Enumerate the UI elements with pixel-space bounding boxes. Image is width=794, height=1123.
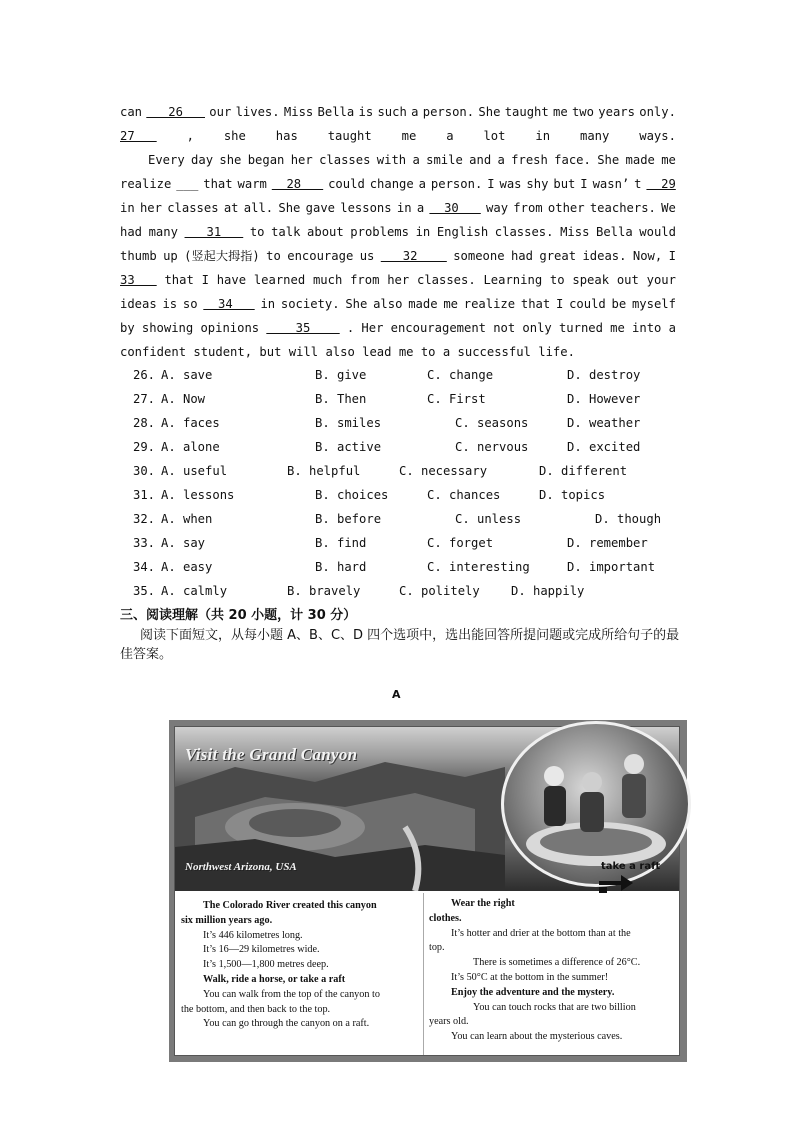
option-c: C. change (427, 368, 494, 382)
option-b: B. choices (315, 488, 389, 502)
option-d: D. excited (567, 440, 641, 454)
option-c: C. chances (427, 488, 501, 502)
section-instruction: 阅读下面短文，从每小题 A、B、C、D 四个选项中，选出能回答所提问题或完成所给句子的最佳答案。 (120, 628, 680, 662)
option-b: B. hard (315, 560, 367, 574)
passage-word: day (191, 153, 214, 167)
passage-word: that (520, 297, 551, 311)
passage-word: ideas. (582, 249, 627, 263)
passage-word: your (646, 273, 676, 287)
passage-word: me (661, 153, 676, 167)
passage-word: me (553, 105, 568, 119)
passage-word: . (346, 321, 355, 335)
passage-word: learned (253, 273, 306, 287)
option-b: B. give (315, 368, 367, 382)
passage-line (120, 100, 676, 124)
passage-word: She (278, 201, 301, 215)
passage-word: classes. (494, 225, 554, 239)
passage-word: ideas (120, 297, 157, 311)
ad-text-line: You can walk from the top of the canyon to (203, 988, 380, 1000)
option-d: D. weather (567, 416, 641, 430)
passage-word: Bella (317, 105, 355, 119)
passage-word: She (597, 153, 620, 167)
answer-blank: 26 (146, 105, 205, 119)
passage-word: I (487, 177, 495, 191)
answer-blank: 31 (184, 225, 244, 239)
passage-word: could (328, 177, 365, 191)
ad-text-line: It’s 16—29 kilometres wide. (203, 944, 320, 956)
passage-word: a (411, 105, 419, 119)
option-c: C. First (427, 392, 486, 406)
passage-word: I (555, 297, 564, 311)
question-number: 30. (133, 464, 156, 478)
ad-text-line: top. (429, 942, 445, 954)
passage-word: in (260, 297, 276, 311)
passage-word: I (668, 249, 676, 263)
passage-word: to (266, 249, 281, 263)
passage-word: , (186, 129, 194, 143)
option-d: D. though (595, 512, 662, 526)
option-b: B. find (315, 536, 367, 550)
passage-word: turned (558, 321, 603, 335)
passage-word: have (216, 273, 247, 287)
passage-word: smile (426, 153, 463, 167)
passage-word: up (163, 249, 178, 263)
passage-word: that (164, 273, 194, 287)
passage-word: she (223, 129, 246, 143)
ad-text-line: Wear the right (451, 898, 515, 909)
passage-word: Bella (596, 225, 633, 239)
passage-word: taught (327, 129, 372, 143)
passage-word: Her (361, 321, 384, 335)
passage-word: encourage (287, 249, 354, 263)
option-c: C. nervous (455, 440, 529, 454)
question-number: 31. (133, 488, 156, 502)
ad-text-line: years old. (429, 1016, 469, 1028)
passage-word: from (513, 201, 543, 215)
ad-text-line: six million years ago. (181, 914, 273, 926)
passage-word: myself (631, 297, 676, 311)
option-d: D. important (567, 560, 656, 574)
answer-blank: 27 (120, 129, 157, 143)
question-number: 33. (133, 536, 156, 550)
passage-word: would (639, 225, 676, 239)
passage-word: with (376, 153, 407, 167)
section-heading: 三、阅读理解（共 20 小题，计 30 分） (120, 608, 357, 623)
option-a: A. when (161, 512, 213, 526)
passage-word: such (377, 105, 407, 119)
passage-word: a (418, 177, 426, 191)
ad-text-line: Enjoy the adventure and the mystery. (451, 986, 615, 998)
passage-word: had (120, 225, 143, 239)
ad-text-line: There is sometimes a difference of 26°C. (473, 957, 641, 969)
passage-line (120, 268, 676, 292)
passage-word: She (478, 105, 501, 119)
passage-word: many (148, 225, 178, 239)
answer-blank: 29 (646, 177, 676, 191)
ad-text-line: You can touch rocks that are two billion (473, 1001, 636, 1013)
ad-text-line: Walk, ride a horse, or take a raft (203, 973, 346, 985)
passage-word: her (290, 153, 313, 167)
passage-word: she (219, 153, 242, 167)
passage-word: I (201, 273, 209, 287)
passage-word: thumb (120, 249, 157, 263)
raft-label: take a raft (601, 861, 661, 872)
passage-word: began (247, 153, 285, 167)
passage-word: great (539, 249, 577, 263)
passage-word: classes. (416, 273, 476, 287)
option-c: C. seasons (455, 416, 529, 430)
ad-inner-frame (174, 726, 680, 1056)
answer-blank: 35 (266, 321, 340, 335)
passage-word: me (610, 321, 625, 335)
passage-word: made (408, 297, 438, 311)
passage-word: a (668, 321, 676, 335)
passage-word: is (162, 297, 178, 311)
passage-word: a (446, 129, 454, 143)
passage-word: is (358, 105, 374, 119)
question-number: 28. (133, 416, 156, 430)
option-b: B. Then (315, 392, 367, 406)
passage-word: lives. (235, 105, 280, 119)
column-divider (423, 893, 424, 1055)
passage-word: opinions (200, 321, 260, 335)
passage-word: fresh (511, 153, 548, 167)
answer-blank: 32 (380, 249, 447, 263)
option-d: D. different (539, 464, 628, 478)
passage-text: realize (120, 177, 172, 191)
passage-word: me (401, 129, 417, 143)
option-d: D. happily (511, 584, 585, 598)
question-number: 35. (133, 584, 156, 598)
passage-word: classes (167, 201, 219, 215)
passage-word: in (120, 201, 135, 215)
grand-canyon-ad (169, 720, 687, 1062)
raft-people-icon (504, 724, 688, 884)
ad-text-line: It’s 1,500—1,800 metres deep. (203, 959, 329, 971)
passage-line (120, 172, 676, 196)
passage-word: Miss (283, 105, 314, 119)
passage-word: was (499, 177, 522, 191)
passage-word: society. (280, 297, 340, 311)
option-c: C. interesting (427, 560, 530, 574)
passage-word: We (661, 201, 676, 215)
passage-text: confident student, but will also lead me to a successful life. (120, 345, 575, 359)
option-d: D. topics (539, 488, 606, 502)
passage-word: Miss (560, 225, 590, 239)
passage-word: much (312, 273, 343, 287)
passage-word: has (275, 129, 298, 143)
ad-right-column (429, 897, 675, 1045)
option-a: A. Now (161, 392, 206, 406)
option-a: A. lessons (161, 488, 235, 502)
passage-word: Now, (632, 249, 663, 263)
passage-word: encouragement (390, 321, 487, 335)
passage-text: ___ (176, 177, 199, 191)
passage-word: lessons (340, 201, 392, 215)
question-number: 27. (133, 392, 156, 406)
option-d: D. destroy (567, 368, 641, 382)
passage-word: her (387, 273, 410, 287)
passage-word: could (569, 297, 606, 311)
passage-word: that (203, 177, 233, 191)
passage-word: warm (237, 177, 267, 191)
passage-word: not (493, 321, 516, 335)
passage-word: lot (483, 129, 506, 143)
option-d: D. However (567, 392, 641, 406)
passage-word: by (120, 321, 135, 335)
passage-word: She (345, 297, 368, 311)
ad-text-line: the bottom, and then back to the top. (181, 1003, 331, 1015)
question-number: 26. (133, 368, 156, 382)
ad-text-line: The Colorado River created this canyon (203, 900, 377, 911)
passage-word: I (580, 177, 588, 191)
passage-word: face. (554, 153, 591, 167)
option-c: C. politely (399, 584, 480, 598)
option-a: A. save (161, 368, 213, 382)
passage-word: be (611, 297, 627, 311)
option-c: C. forget (427, 536, 494, 550)
raft-photo (501, 721, 691, 887)
passage-word: speak (572, 273, 610, 287)
passage-word: all. (243, 201, 274, 215)
passage-word: someone (453, 249, 505, 263)
option-b: B. bravely (287, 584, 361, 598)
passage-word: me (443, 297, 458, 311)
passage-word: talk (271, 225, 301, 239)
passage-line (120, 244, 676, 268)
option-b: B. active (315, 440, 382, 454)
passage-text: can (120, 105, 143, 119)
ad-text-line: It’s 50°C at the bottom in the summer! (451, 971, 609, 983)
answer-blank: 33 (120, 273, 157, 287)
passage-line (120, 148, 676, 172)
arrow-right-icon (599, 873, 633, 893)
option-b: B. smiles (315, 416, 382, 430)
passage-word: a (416, 201, 425, 215)
passage-word: but (553, 177, 576, 191)
passage-word: showing (141, 321, 194, 335)
option-b: B. helpful (287, 464, 361, 478)
option-a: A. alone (161, 440, 220, 454)
passage-word: person. (430, 177, 483, 191)
option-a: A. faces (161, 416, 220, 430)
passage-word: a (497, 153, 505, 167)
question-number: 32. (133, 512, 156, 526)
question-number: 29. (133, 440, 156, 454)
passage-word: shy (526, 177, 549, 191)
ad-text-line: It’s 446 kilometres long. (203, 929, 303, 941)
passage-word: so (182, 297, 198, 311)
passage-word: person. (422, 105, 475, 119)
option-d: D. remember (567, 536, 648, 550)
passage-word: many (579, 129, 610, 143)
passage-word: our (209, 105, 232, 119)
passage-word: made (625, 153, 655, 167)
passage-word: taught (504, 105, 549, 119)
passage-word: teachers. (589, 201, 656, 215)
passage-line (120, 220, 676, 244)
passage-word: a (412, 153, 420, 167)
passage-word: to (549, 273, 565, 287)
passage-word: change (369, 177, 414, 191)
passage-word: gave (305, 201, 335, 215)
option-a: A. say (161, 536, 206, 550)
passage-word: way (486, 201, 509, 215)
passage-line (120, 340, 676, 364)
passage-word: out (616, 273, 639, 287)
ad-text-line: clothes. (429, 912, 462, 924)
passage-word: at (223, 201, 239, 215)
passage-word: to (249, 225, 265, 239)
ad-location: Northwest Arizona, USA (185, 861, 297, 873)
passage-word: Every (148, 153, 185, 167)
passage-word: realize (463, 297, 516, 311)
option-a: A. useful (161, 464, 228, 478)
answer-blank: 34 (203, 297, 255, 311)
passage-line (120, 292, 676, 316)
passage-word: t (634, 177, 642, 191)
passage-word: (竖起大拇指) (184, 249, 260, 263)
passage-word: in (396, 201, 412, 215)
passage-line (120, 124, 676, 148)
passage-word: in (535, 129, 551, 143)
passage-word: English (436, 225, 489, 239)
passage-word: into (632, 321, 662, 335)
passage-line (120, 196, 676, 220)
ad-left-column (181, 899, 421, 1032)
passage-word: classes (319, 153, 371, 167)
passage-word: problems (350, 225, 409, 239)
passage-label: A (392, 688, 401, 701)
passage-word: wasn’ (592, 177, 630, 191)
passage-word: two (571, 105, 594, 119)
cloze-passage (120, 100, 676, 364)
option-a: A. calmly (161, 584, 228, 598)
ad-text-line: You can go through the canyon on a raft. (203, 1018, 370, 1030)
passage-word: only. (639, 105, 676, 119)
passage-word: in (415, 225, 431, 239)
ad-title: Visit the Grand Canyon (185, 745, 358, 764)
passage-word: only (522, 321, 552, 335)
answer-blank: 28 (271, 177, 324, 191)
passage-word: had (510, 249, 533, 263)
question-number: 34. (133, 560, 156, 574)
option-b: B. before (315, 512, 382, 526)
ad-text-line: It’s hotter and drier at the bottom than at the (451, 927, 631, 939)
passage-word: years (598, 105, 635, 119)
passage-word: us (359, 249, 375, 263)
passage-word: also (373, 297, 403, 311)
passage-word: from (350, 273, 380, 287)
passage-word: ways. (639, 129, 676, 143)
answer-blank: 30 (429, 201, 481, 215)
passage-word: Learning (483, 273, 543, 287)
option-c: C. necessary (399, 464, 488, 478)
passage-word: and (469, 153, 492, 167)
option-c: C. unless (455, 512, 522, 526)
passage-word: other (547, 201, 585, 215)
ad-text-line: You can learn about the mysterious caves. (451, 1031, 623, 1043)
passage-word: about (307, 225, 344, 239)
passage-word: her (139, 201, 162, 215)
passage-line (120, 316, 676, 340)
option-a: A. easy (161, 560, 213, 574)
